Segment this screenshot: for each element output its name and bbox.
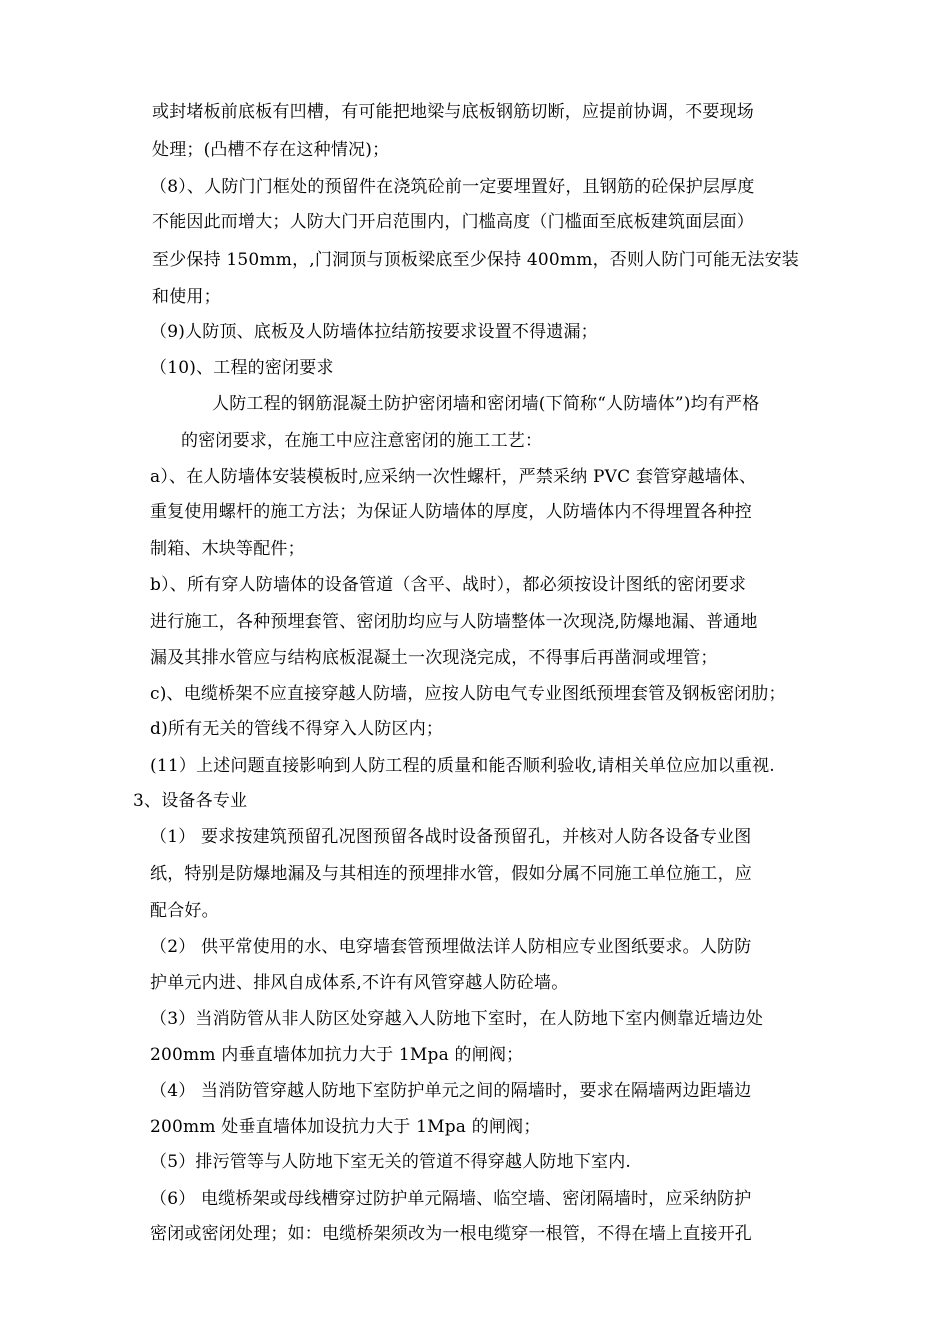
text-line-8: （10)、工程的密闭要求 [150, 358, 334, 378]
text-line-19: (11）上述问题直接影响到人防工程的质量和能否顺利验收,请相关单位应加以重视. [150, 756, 775, 776]
text-line-10: 的密闭要求，在施工中应注意密闭的施工工艺： [181, 431, 543, 451]
text-line-5: 至少保持 150mm，,门洞顶与顶板梁底至少保持 400mm，否则人防门可能无法安装 [152, 250, 799, 270]
text-line-20: 3、设备各专业 [133, 791, 248, 811]
text-line-4: 不能因此而增大；人防大门开启范围内，门槛高度（门槛面至底板建筑面层面） [152, 212, 754, 232]
text-line-1: 或封堵板前底板有凹槽，有可能把地梁与底板钢筋切断，应提前协调，不要现场 [152, 102, 754, 122]
text-line-16: 漏及其排水管应与结构底板混凝土一次现浇完成，不得事后再凿洞或埋管； [150, 648, 718, 668]
text-line-23: 配合好。 [150, 901, 219, 921]
text-line-11: a）、在人防墙体安装模板时,应采纳一次性螺杆，严禁采纳 PVC 套管穿越墙体、 [150, 467, 757, 487]
text-line-29: 200mm 处垂直墙体加设抗力大于 1Mpa 的闸阀； [150, 1117, 541, 1137]
text-line-17: c)、电缆桥架不应直接穿越人防墙，应按人防电气专业图纸预埋套管及钢板密闭肋； [150, 684, 786, 704]
text-line-26: （3）当消防管从非人防区处穿越入人防地下室时，在人防地下室内侧靠近墙边处 [150, 1009, 764, 1029]
text-line-21: （1） 要求按建筑预留孔况图预留各战时设备预留孔，并核对人防各设备专业图 [150, 827, 752, 847]
text-line-6: 和使用； [152, 287, 221, 307]
text-line-28: （4） 当消防管穿越人防地下室防护单元之间的隔墙时，要求在隔墙两边距墙边 [150, 1081, 752, 1101]
text-line-2: 处理；(凸槽不存在这种情况)； [152, 140, 390, 160]
text-line-18: d)所有无关的管线不得穿入人防区内； [150, 719, 444, 739]
text-line-27: 200mm 内垂直墙体加抗力大于 1Mpa 的闸阀； [150, 1045, 524, 1065]
text-line-24: （2） 供平常使用的水、电穿墙套管预埋做法详人防相应专业图纸要求。人防防 [150, 937, 752, 957]
text-line-12: 重复使用螺杆的施工方法；为保证人防墙体的厚度，人防墙体内不得埋置各种控 [150, 502, 752, 522]
text-line-25: 护单元内进、排风自成体系,不许有风管穿越人防砼墙。 [150, 973, 569, 993]
text-line-31: （6） 电缆桥架或母线槽穿过防护单元隔墙、临空墙、密闭隔墙时，应采纳防护 [150, 1189, 752, 1209]
text-line-14: b）、所有穿人防墙体的设备管道（含平、战时），都必须按设计图纸的密闭要求 [150, 575, 747, 595]
text-line-7: （9)人防顶、底板及人防墙体拉结筋按要求设置不得遗漏； [150, 322, 598, 342]
text-line-32: 密闭或密闭处理；如：电缆桥架须改为一根电缆穿一根管，不得在墙上直接开孔 [150, 1224, 752, 1244]
text-line-15: 进行施工，各种预埋套管、密闭肋均应与人防墙整体一次现浇,防爆地漏、普通地 [150, 612, 758, 632]
text-line-22: 纸，特别是防爆地漏及与其相连的预埋排水管，假如分属不同施工单位施工，应 [150, 864, 752, 884]
text-line-9: 人防工程的钢筋混凝土防护密闭墙和密闭墙(下简称“人防墙体”)均有严格 [212, 394, 760, 414]
text-line-3: （8）、人防门门框处的预留件在浇筑砼前一定要埋置好，且钢筋的砼保护层厚度 [150, 177, 755, 197]
text-line-30: （5）排污管等与人防地下室无关的管道不得穿越人防地下室内. [150, 1152, 632, 1172]
text-line-13: 制箱、木块等配件； [150, 539, 305, 559]
